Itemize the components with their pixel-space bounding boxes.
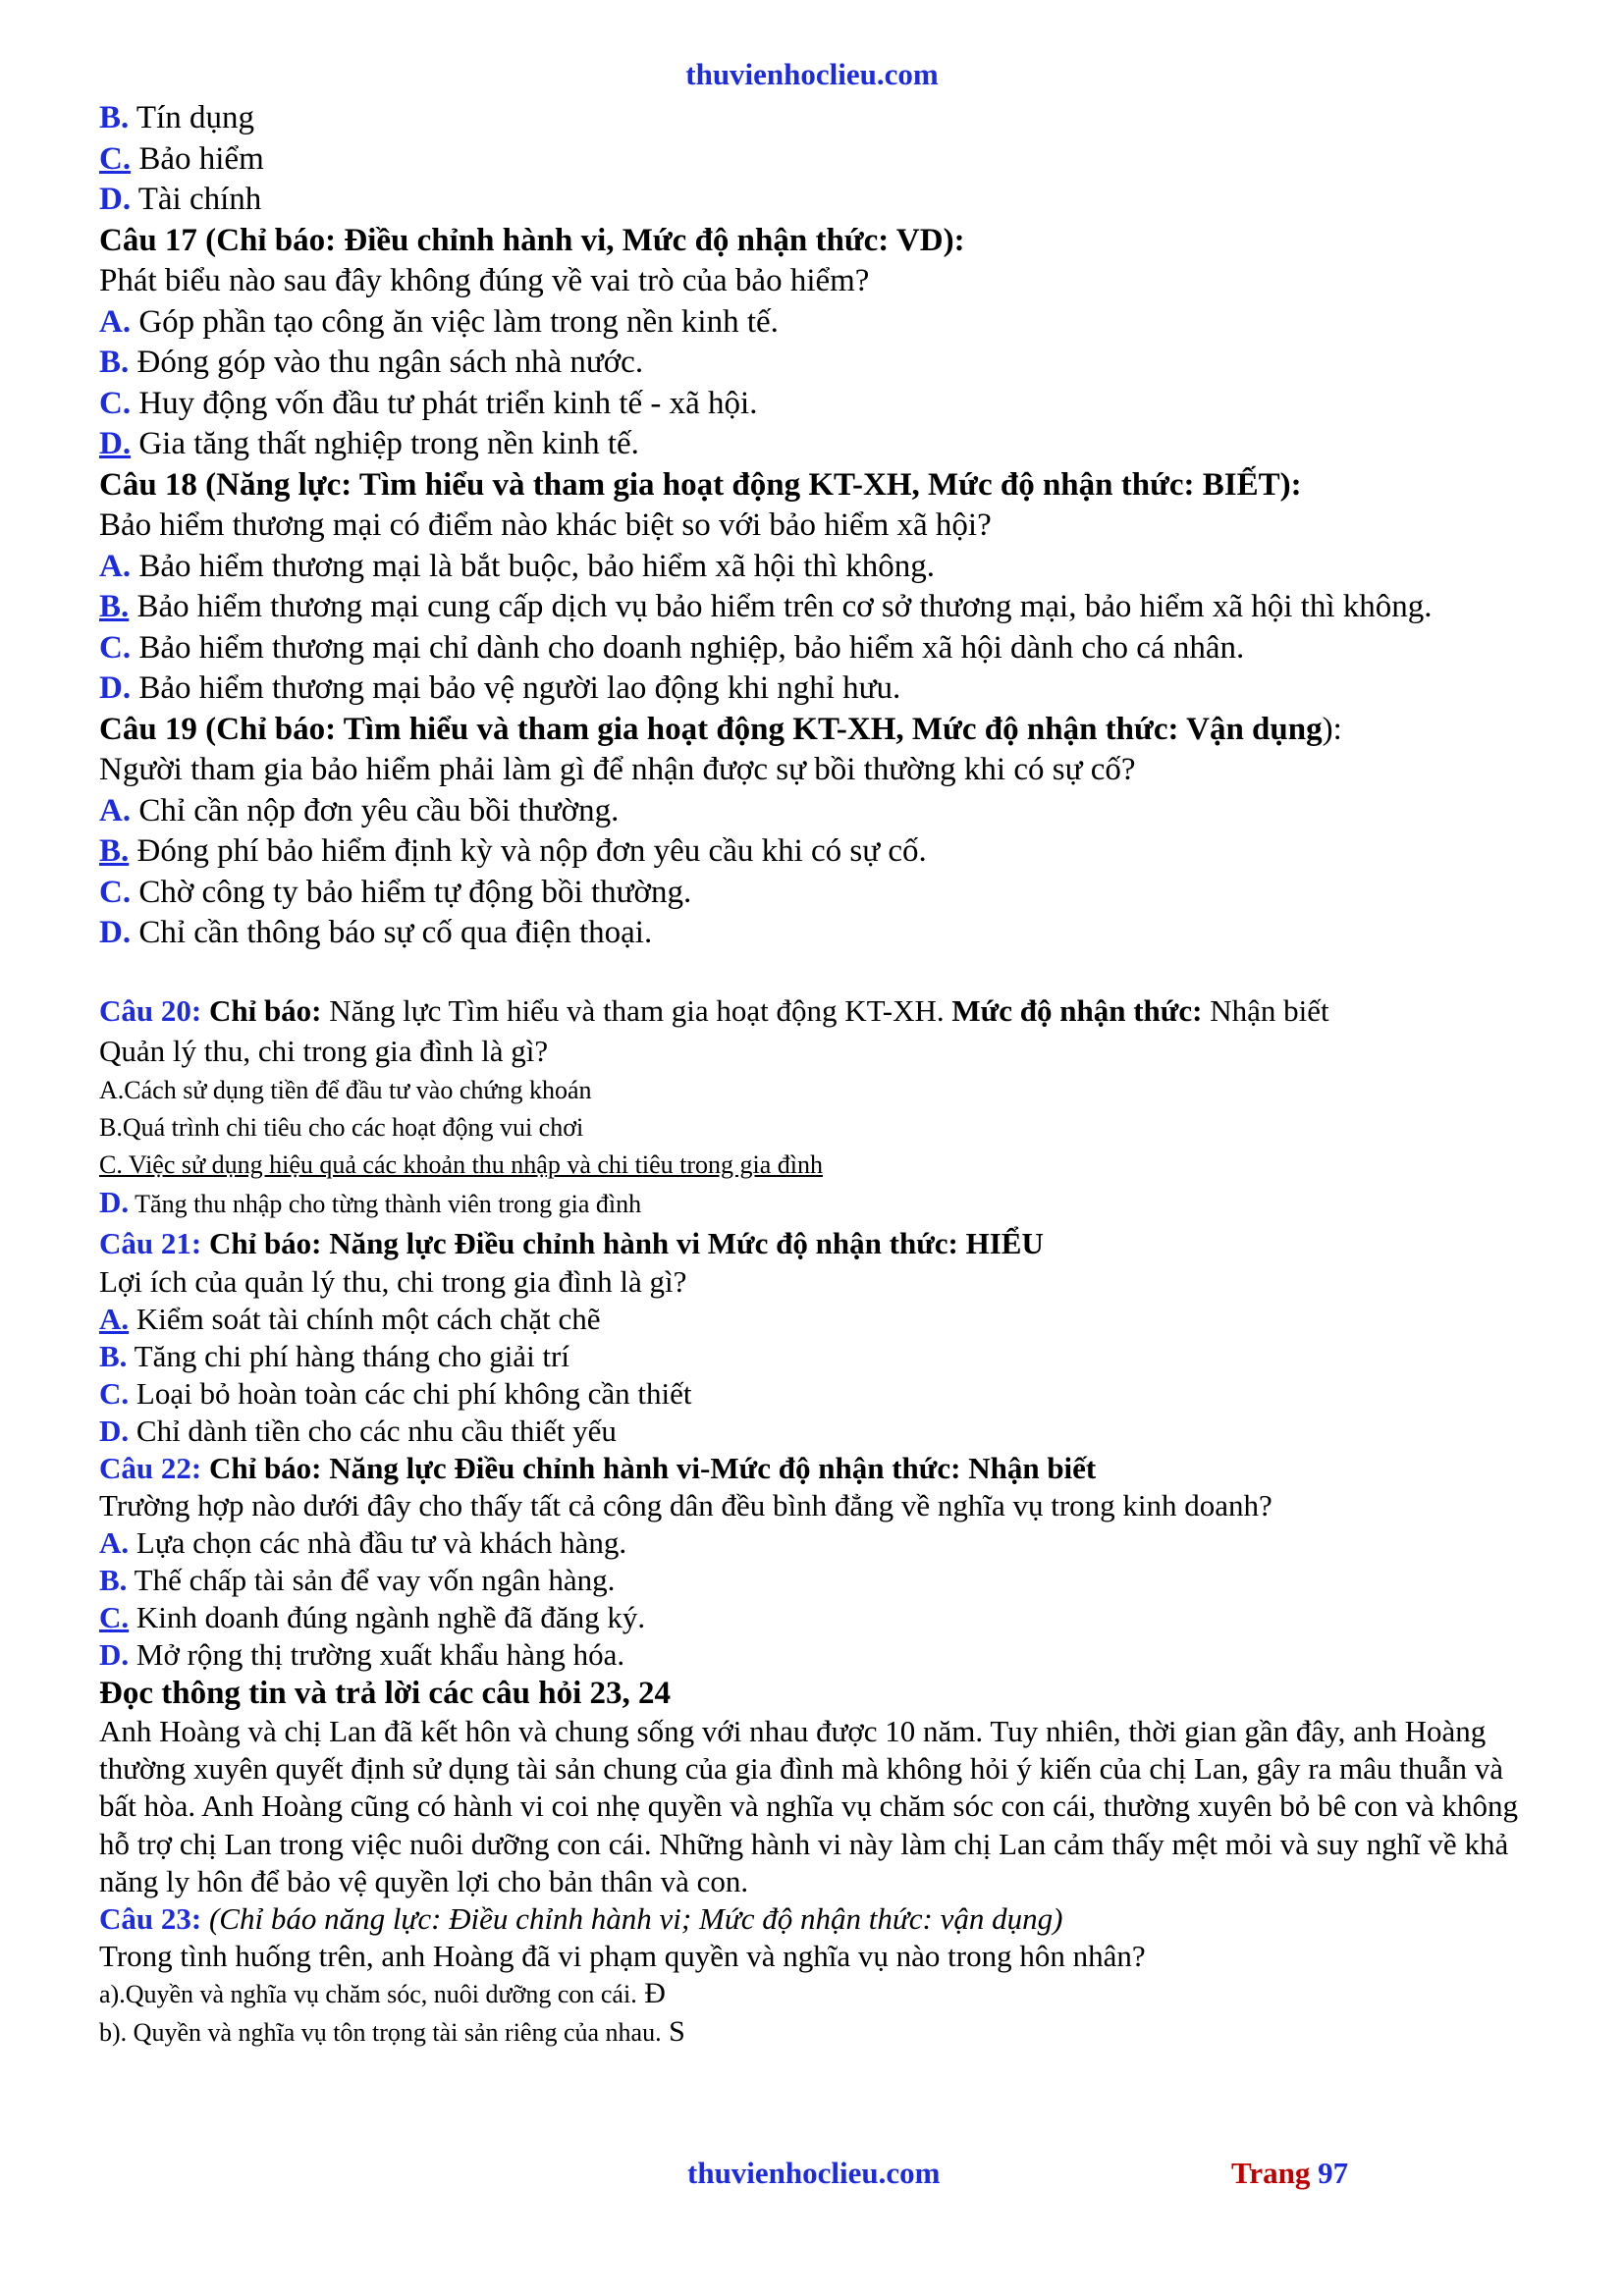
question-heading: Câu 17 (Chỉ báo: Điều chỉnh hành vi, Mức độ nhận thức: VD):: [99, 222, 965, 258]
option-b: B. Thế chấp tài sản để vay vốn ngân hàng.: [99, 1563, 616, 1597]
option-c: C. Bảo hiểm thương mại chỉ dành cho doanh nghiệp, bảo hiểm xã hội dành cho cá nhân.: [99, 629, 1245, 666]
option-a: A.Cách sử dụng tiền để đầu tư vào chứng khoán: [99, 1075, 592, 1104]
footer-site: thuvienhoclieu.com: [687, 2156, 941, 2190]
footer: [0, 2156, 1624, 2195]
option-d-correct: D. Gia tăng thất nghiệp trong nền kinh tế.: [99, 426, 639, 461]
option-d: D. Chỉ cần thông báo sự cố qua điện thoại.: [99, 915, 653, 950]
reading-passage: Anh Hoàng và chị Lan đã kết hôn và chung sống với nhau được 10 năm. Tuy nhiên, thời gian gần đây, anh Hoàng thường xuyên quyết định sử dụng tài sản chung của gia đình mà không hỏi ý kiến của chị Lan, gây ra mâu thuẫn và bất hòa. Anh Hoàng cũng có hành vi coi nhẹ quyền và nghĩa vụ chăm sóc con cái, thường xuyên bỏ bê con và không hỗ trợ chị Lan trong việc nuôi dưỡng con cái. Những hành vi này làm chị Lan cảm thấy mệt mỏi và suy nghĩ về khả năng ly hôn để bảo vệ quyền lợi cho bản thân và con.: [99, 1714, 1519, 1898]
question-heading: Câu 23: (Chỉ báo năng lực: Điều chỉnh hành vi; Mức độ nhận thức: vận dụng): [99, 1901, 1063, 1937]
question-text: Phát biểu nào sau đây không đúng về vai trò của bảo hiểm?: [99, 263, 870, 298]
statement-b: b). Quyền và nghĩa vụ tôn trọng tài sản riêng của nhau. S: [99, 2015, 685, 2049]
question-text: Quản lý thu, chi trong gia đình là gì?: [99, 1034, 549, 1068]
option-b-correct: B. Bảo hiểm thương mại cung cấp dịch vụ bảo hiểm trên cơ sở thương mại, bảo hiểm xã hội thì không.: [99, 589, 1433, 624]
option-d: D. Tài chính: [99, 182, 262, 217]
option-a: A. Góp phần tạo công ăn việc làm trong nền kinh tế.: [99, 303, 779, 340]
question-heading: Câu 19 (Chỉ báo: Tìm hiểu và tham gia hoạt động KT-XH, Mức độ nhận thức: Vận dụng):: [99, 711, 1342, 747]
question-heading: Câu 21: Chỉ báo: Năng lực Điều chỉnh hành vi Mức độ nhận thức: HIỂU: [99, 1225, 1044, 1260]
statement-a: a).Quyền và nghĩa vụ chăm sóc, nuôi dưỡng con cái. Đ: [99, 1977, 666, 2010]
option-a-correct: A. Kiểm soát tài chính một cách chặt chẽ: [99, 1302, 601, 1336]
reading-title: Đọc thông tin và trả lời các câu hỏi 23, 24: [99, 1676, 671, 1711]
question-text: Bảo hiểm thương mại có điểm nào khác biệt so với bảo hiểm xã hội?: [99, 507, 992, 543]
option-a: A. Lựa chọn các nhà đầu tư và khách hàng.: [99, 1525, 627, 1560]
option-b-correct: B. Đóng phí bảo hiểm định kỳ và nộp đơn yêu cầu khi có sự cố.: [99, 833, 927, 869]
question-text: Người tham gia bảo hiểm phải làm gì để nhận được sự bồi thường khi có sự cố?: [99, 752, 1136, 787]
document-body: [99, 98, 1533, 2052]
option-d: D. Tăng thu nhập cho từng thành viên trong gia đình: [99, 1184, 642, 1219]
page-number: Trang 97: [1231, 2156, 1349, 2190]
option-b: B. Tín dụng: [99, 100, 254, 135]
question-heading: Câu 18 (Năng lực: Tìm hiểu và tham gia hoạt động KT-XH, Mức độ nhận thức: BIẾT):: [99, 466, 1302, 503]
option-c: C. Loại bỏ hoàn toàn các chi phí không cần thiết: [99, 1376, 692, 1411]
question-heading: Câu 20: Chỉ báo: Năng lực Tìm hiểu và tham gia hoạt động KT-XH. Mức độ nhận thức: Nhận biết: [99, 992, 1329, 1028]
spacer: [99, 954, 1533, 990]
header-site: thuvienhoclieu.com: [685, 57, 939, 91]
option-c-correct: C. Kinh doanh đúng ngành nghề đã đăng ký.: [99, 1600, 646, 1634]
option-d: D. Mở rộng thị trường xuất khẩu hàng hóa.: [99, 1637, 625, 1672]
option-a: A. Bảo hiểm thương mại là bắt buộc, bảo hiểm xã hội thì không.: [99, 548, 936, 584]
question-heading: Câu 22: Chỉ báo: Năng lực Điều chỉnh hành vi-Mức độ nhận thức: Nhận biết: [99, 1451, 1097, 1485]
option-c-correct: C. Bảo hiểm: [99, 140, 264, 177]
option-b: B. Đóng góp vào thu ngân sách nhà nước.: [99, 345, 644, 380]
option-b: B.Quá trình chi tiêu cho các hoạt động vui chơi: [99, 1112, 584, 1142]
question-text: Trong tình huống trên, anh Hoàng đã vi phạm quyền và nghĩa vụ nào trong hôn nhân?: [99, 1939, 1146, 1974]
option-d: D. Bảo hiểm thương mại bảo vệ người lao động khi nghỉ hưu.: [99, 670, 901, 706]
option-d: D. Chỉ dành tiền cho các nhu cầu thiết yếu: [99, 1414, 617, 1448]
option-c: C. Huy động vốn đầu tư phát triển kinh tế - xã hội.: [99, 385, 758, 421]
option-b: B. Tăng chi phí hàng tháng cho giải trí: [99, 1339, 569, 1373]
question-text: Trường hợp nào dưới đây cho thấy tất cả công dân đều bình đẳng về nghĩa vụ trong kinh doanh?: [99, 1488, 1272, 1522]
question-text: Lợi ích của quản lý thu, chi trong gia đình là gì?: [99, 1264, 687, 1299]
option-c-correct: C. Việc sử dụng hiệu quả các khoản thu nhập và chi tiêu trong gia đình: [99, 1149, 823, 1179]
option-a: A. Chỉ cần nộp đơn yêu cầu bồi thường.: [99, 792, 620, 828]
option-c: C. Chờ công ty bảo hiểm tự động bồi thường.: [99, 874, 692, 910]
